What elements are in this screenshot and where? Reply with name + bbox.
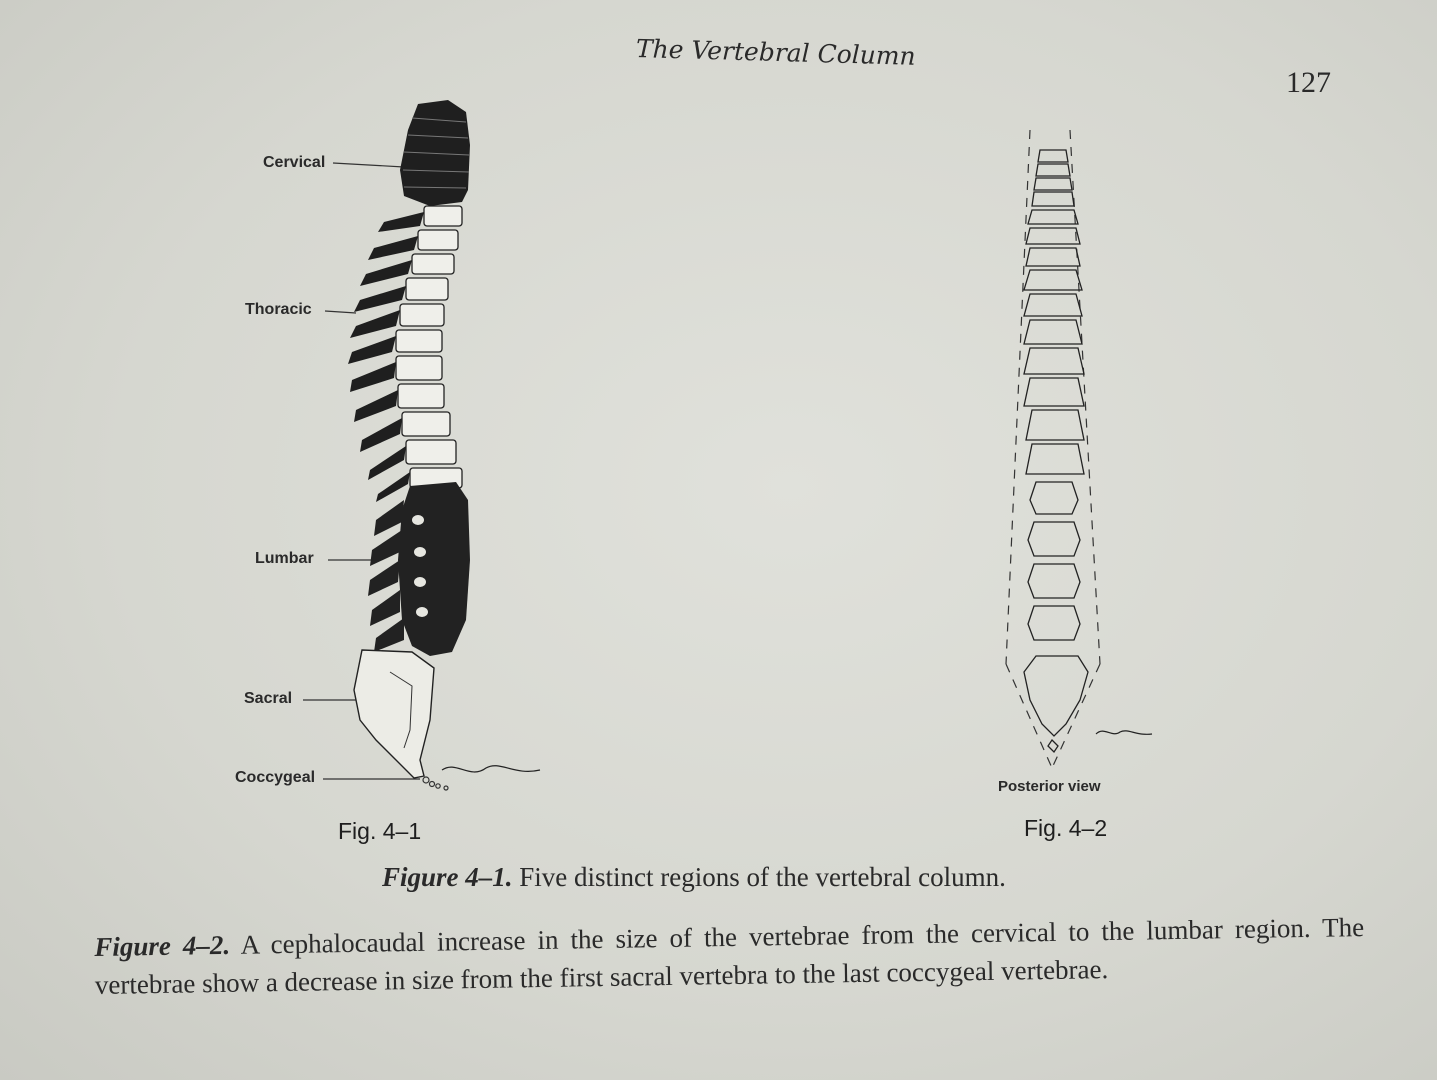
- label-cervical: Cervical: [263, 154, 326, 171]
- fig-4-1-number: Fig. 4–1: [338, 818, 422, 844]
- label-lumbar: Lumbar: [255, 550, 314, 567]
- artist-signature: [442, 766, 540, 772]
- label-thoracic: Thoracic: [245, 301, 312, 318]
- caption-2-text: A cephalocaudal increase in the size of the vertebrae from the cervical to the lumbar region. The vertebrae show a decrease in size from the first sacral vertebra to the last coccygeal vertebrae.: [94, 912, 1365, 1000]
- label-coccygeal: Coccygeal: [235, 769, 316, 786]
- running-head: The Vertebral Column: [635, 34, 917, 71]
- fig-4-2-number: Fig. 4–2: [1024, 815, 1108, 841]
- lateral-spine-drawing: [348, 100, 470, 790]
- caption-1-text: Five distinct regions of the vertebral column.: [512, 862, 1006, 892]
- caption-2-ref: Figure 4–2.: [94, 929, 231, 962]
- page-number: 127: [1286, 66, 1331, 99]
- label-sacral: Sacral: [244, 690, 293, 707]
- posterior-spine-drawing: [1006, 130, 1152, 768]
- caption-1-ref: Figure 4–1.: [382, 862, 513, 892]
- caption-figure-4-1: [382, 862, 1006, 893]
- posterior-view-label: Posterior view: [998, 778, 1101, 795]
